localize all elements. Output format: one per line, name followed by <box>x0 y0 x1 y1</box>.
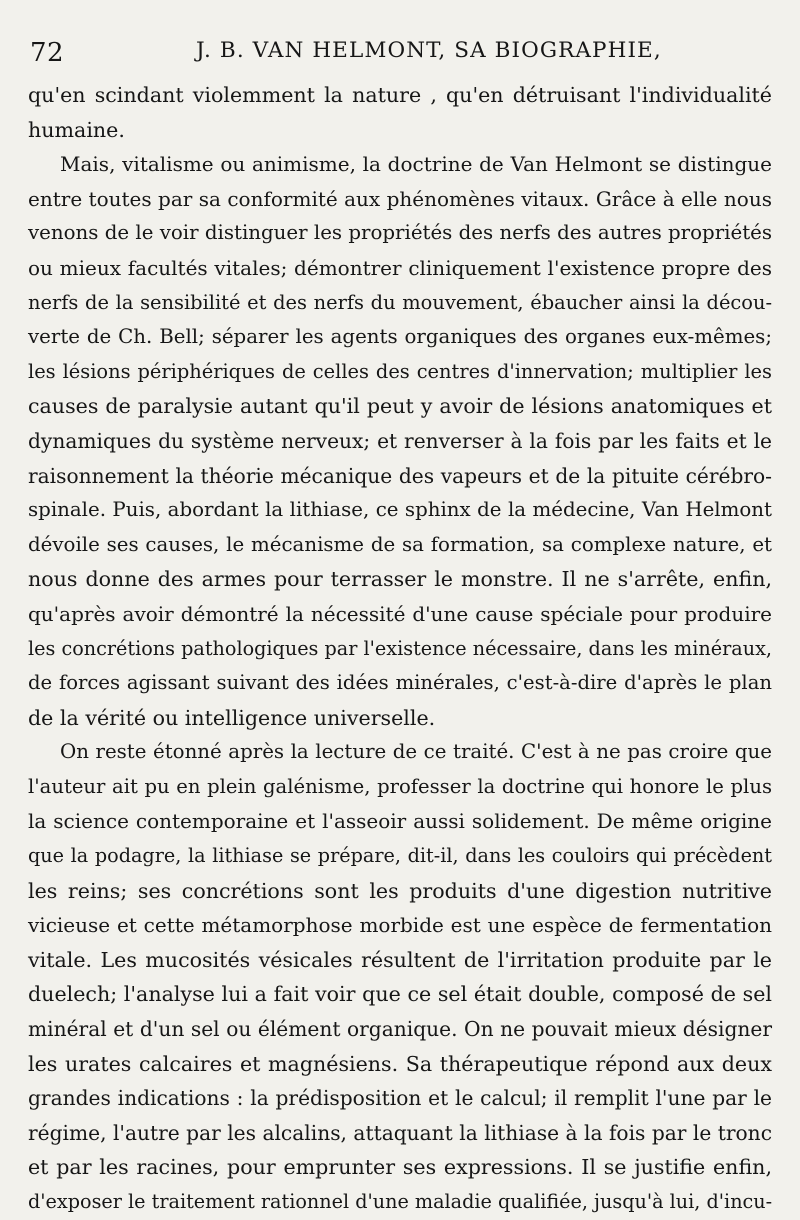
text-line: vicieuse et cette métamorphose morbide est une espèce de fermentation <box>28 913 772 938</box>
page-header <box>28 30 772 78</box>
text-line: de forces agissant suivant des idées minérales, c'est-à-dire d'après le plan <box>28 671 772 695</box>
text-line: les concrétions pathologiques par l'existence nécessaire, dans les minéraux, <box>28 636 772 660</box>
text-line: dévoile ses causes, le mécanisme de sa formation, sa complexe nature, et <box>28 532 772 556</box>
text-line: les lésions périphériques de celles des centres d'innervation; multiplier les <box>28 359 772 383</box>
text-line: nerfs de la sensibilité et des nerfs du mouvement, ébaucher ainsi la décou- <box>28 290 772 314</box>
paragraph <box>28 78 772 147</box>
text-line: les urates calcaires et magnésiens. Sa thérapeutique répond aux deux <box>28 1051 772 1076</box>
paragraph <box>28 735 772 1219</box>
text-line: entre toutes par sa conformité aux phénomènes vitaux. Grâce à elle nous <box>28 186 772 211</box>
text-line: verte de Ch. Bell; séparer les agents organiques des organes eux-mêmes; <box>28 325 772 349</box>
text-line: raisonnement la théorie mécanique des vapeurs et de la pituite cérébro- <box>28 463 772 488</box>
text-line: On reste étonné après la lecture de ce traité. C'est à ne pas croire que <box>60 740 772 764</box>
text-line: grandes indications : la prédisposition et le calcul; il remplit l'une par le <box>28 1086 772 1111</box>
text-line: et par les racines, pour emprunter ses expressions. Il se justifie enfin, <box>28 1155 772 1180</box>
text-line: duelech; l'analyse lui a fait voir que ce sel était double, composé de sel <box>28 982 772 1007</box>
text-line: causes de paralysie autant qu'il peut y avoir de lésions anatomiques et <box>28 394 772 419</box>
text-line: spinale. Puis, abordant la lithiase, ce sphinx de la médecine, Van Helmont <box>28 498 772 522</box>
text-line: que la podagre, la lithiase se prépare, dit-il, dans les couloirs qui précèdent <box>28 844 772 868</box>
text-line: de la vérité ou intelligence universelle. <box>28 705 436 730</box>
text-line: dynamiques du système nerveux; et renverser à la fois par les faits et le <box>28 428 772 453</box>
text-line: humaine. <box>28 117 125 142</box>
text-line: d'exposer le traitement rationnel d'une maladie qualifiée, jusqu'à lui, d'incu- <box>28 1190 773 1213</box>
text-line: minéral et d'un sel ou élément organique. On ne pouvait mieux désigner <box>28 1017 772 1042</box>
text-line: venons de le voir distinguer les propriétés des nerfs des autres propriétés <box>28 221 772 245</box>
text-line: la science contemporaine et l'asseoir aussi solidement. De même origine <box>28 809 772 834</box>
text-line: vitale. Les mucosités vésicales résultent de l'irritation produite par le <box>28 947 772 972</box>
text-line: régime, l'autre par les alcalins, attaquant la lithiase à la fois par le tronc <box>28 1120 772 1145</box>
text-line: les reins; ses concrétions sont les produits d'une digestion nutritive <box>28 878 772 903</box>
text-line: nous donne des armes pour terrasser le monstre. Il ne s'arrête, enfin, <box>28 567 772 592</box>
text-line: ou mieux facultés vitales; démontrer cliniquement l'existence propre des <box>28 255 772 280</box>
text-line: qu'en scindant violemment la nature , qu'en détruisant l'individualité <box>28 83 772 107</box>
body-text <box>28 78 772 1220</box>
paragraph <box>28 147 772 735</box>
text-line: l'auteur ait pu en plein galénisme, professer la doctrine qui honore le plus <box>28 774 772 798</box>
text-line: Mais, vitalisme ou animisme, la doctrine de Van Helmont se distingue <box>60 152 772 177</box>
running-head: J. B. VAN HELMONT, SA BIOGRAPHIE, <box>196 38 662 63</box>
text-line: qu'après avoir démontré la nécessité d'une cause spéciale pour produire <box>28 601 772 626</box>
page-number: 72 <box>30 38 65 68</box>
